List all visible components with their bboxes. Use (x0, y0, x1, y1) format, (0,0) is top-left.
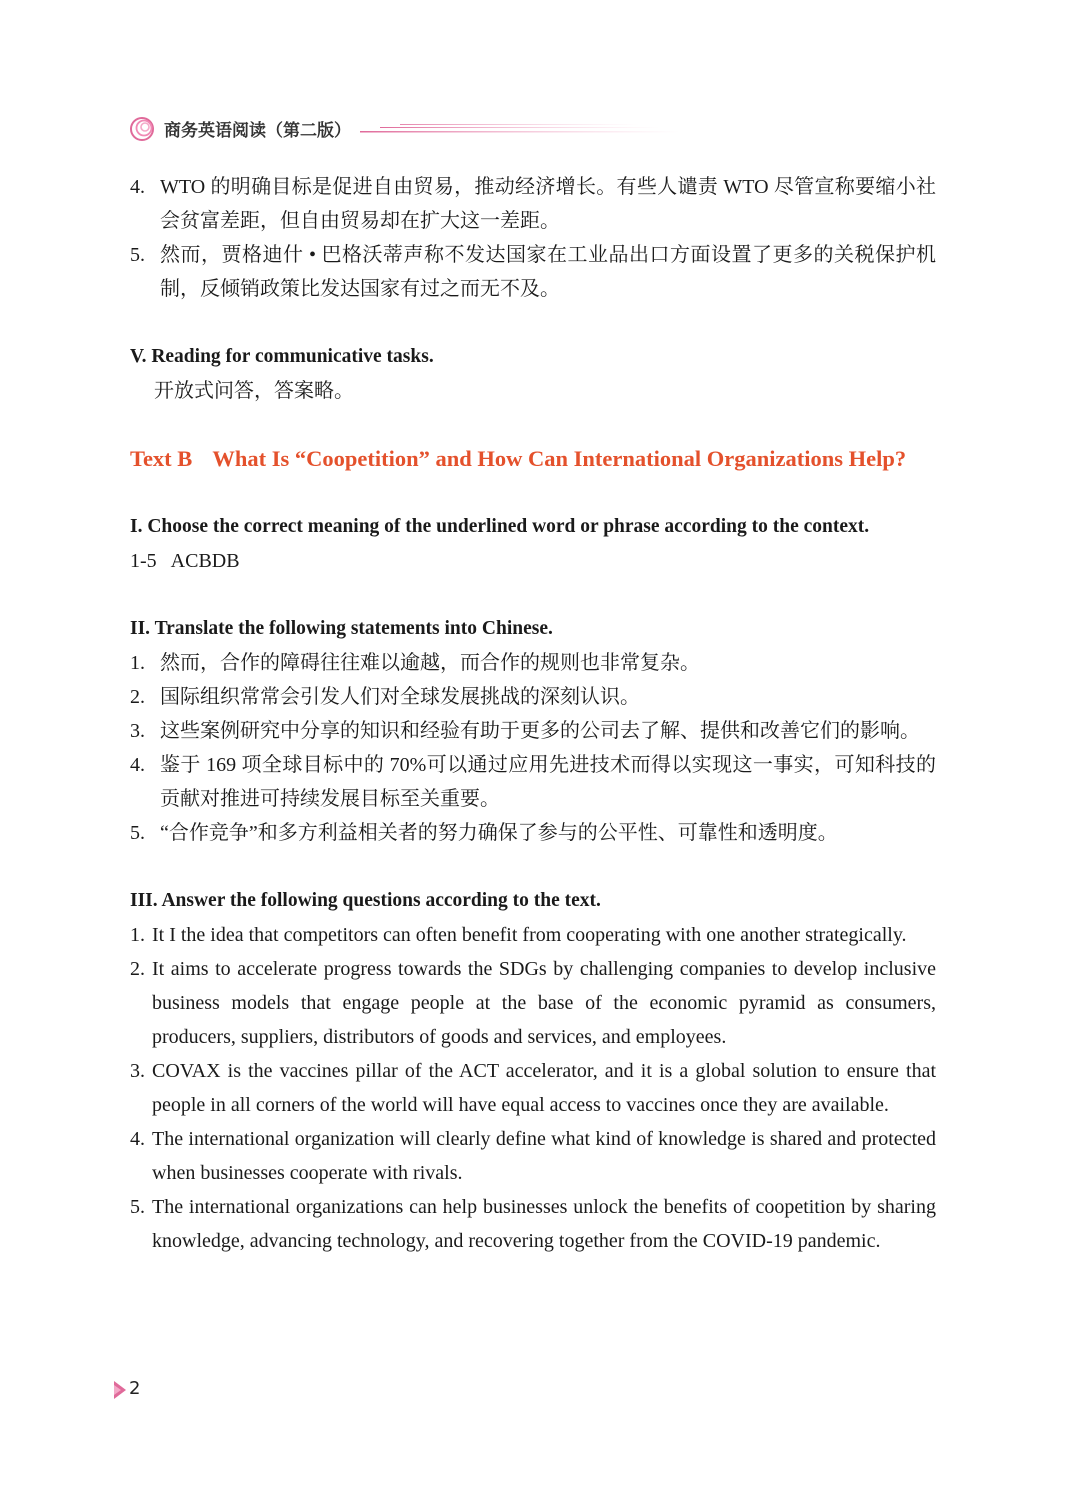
list-item: 1. 然而，合作的障碍往往难以逾越，而合作的规则也非常复杂。 (130, 652, 700, 674)
page-arrow-icon (112, 1380, 128, 1400)
text-b-heading: What Is “Coopetition” and How Can International Organizations Help? (212, 446, 907, 471)
translation-list (130, 646, 936, 850)
list-item: 5. “合作竞争”和多方利益相关者的努力确保了参与的公平性、可靠性和透明度。 (130, 822, 838, 844)
list-item: 3. COVAX is the vaccines pillar of the ACT accelerator, and it is a global solution to ensure that people in all corners of the world will have equal access to vaccines once they are available. (130, 1060, 936, 1116)
list-item: 5. The international organizations can help businesses unlock the benefits of coopetition by sharing knowledge, advancing technology, and recovering together from the COVID-19 pandemic. (130, 1196, 936, 1252)
answer-letters: ACBDB (170, 550, 240, 572)
text-b-label: Text B (130, 446, 193, 471)
section-1-heading: I. Choose the correct meaning of the underlined word or phrase according to the context. (130, 516, 870, 537)
book-title: 商务英语阅读（第二版） (164, 121, 351, 141)
section-v-heading: V. Reading for communicative tasks. (130, 346, 434, 367)
page-number: 2 (129, 1378, 141, 1399)
top-translation-list (130, 170, 936, 306)
list-item: 1. It I the idea that competitors can often benefit from cooperating with one another strategically. (130, 924, 907, 946)
section-v-answer: 开放式问答，答案略。 (154, 380, 354, 402)
answer-list (130, 918, 936, 1258)
list-item: 4. 鉴于 169 项全球目标中的 70%可以通过应用先进技术而得以实现这一事实，可知科技的贡献对推进可持续发展目标至关重要。 (130, 754, 936, 810)
list-item: 4. The international organization will clearly define what kind of knowledge is shared and protected when businesses cooperate with rivals. (130, 1128, 936, 1184)
running-header (128, 114, 558, 142)
list-item: 3. 这些案例研究中分享的知识和经验有助于更多的公司去了解、提供和改善它们的影响。 (130, 720, 920, 742)
page-content (130, 170, 936, 1258)
section-2-heading: II. Translate the following statements into Chinese. (130, 618, 553, 639)
header-decorative-rule (360, 122, 680, 136)
list-item: 2. It aims to accelerate progress towards the SDGs by challenging companies to develop inclusive business models that engage people at the base of the economic pyramid as consumers, producers, suppliers, distributors of goods and services, and employees. (130, 958, 936, 1048)
spiral-logo-icon (128, 114, 158, 142)
section-3-heading: III. Answer the following questions according to the text. (130, 890, 601, 911)
answer-range: 1-5 (130, 550, 157, 572)
text-b-title (130, 442, 936, 476)
list-item: 5. 然而，贾格迪什 • 巴格沃蒂声称不发达国家在工业品出口方面设置了更多的关税保护机制，反倾销政策比发达国家有过之而无不及。 (130, 244, 936, 300)
answer-key (130, 544, 936, 578)
list-item: 4. WTO 的明确目标是促进自由贸易，推动经济增长。有些人谴责 WTO 尽管宣称要缩小社会贫富差距，但自由贸易却在扩大这一差距。 (130, 176, 936, 232)
list-item: 2. 国际组织常常会引发人们对全球发展挑战的深刻认识。 (130, 686, 640, 708)
